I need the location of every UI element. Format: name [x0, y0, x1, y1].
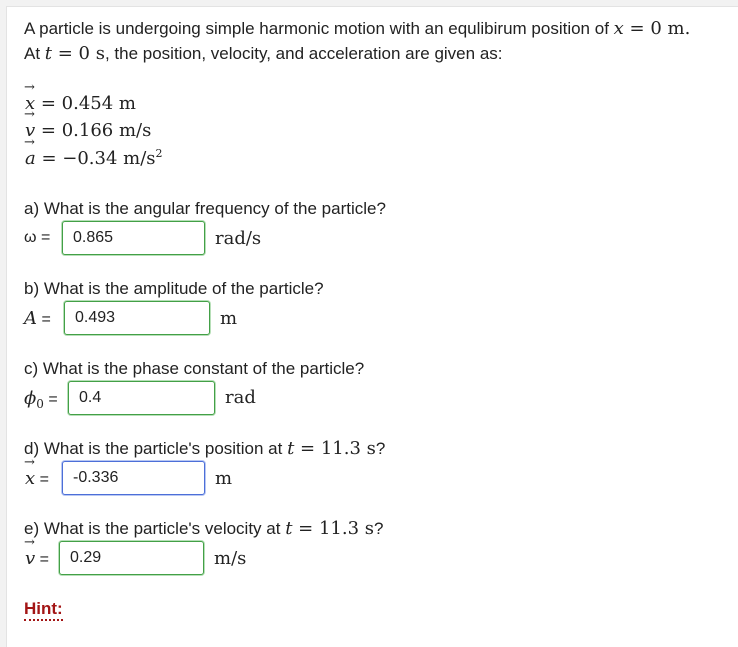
vector-x: → x [25, 93, 35, 114]
question-text: d) What is the particle's position at [24, 439, 288, 458]
symbol-A: A [24, 308, 37, 329]
unit-c: rad [225, 387, 256, 408]
equals: = [35, 551, 49, 568]
given-acceleration-value: = −0.34 m/s [35, 148, 156, 169]
intro-text: , the position, velocity, and acceleration are given as: [104, 44, 503, 63]
answer-b-input[interactable]: 0.493 [64, 301, 210, 335]
question-e [24, 518, 383, 539]
question-mark: ? [375, 439, 386, 458]
time-value: = 11.3 s [294, 438, 376, 459]
var-x: x [613, 18, 624, 39]
var-t: t [287, 438, 295, 459]
hint-toggle[interactable] [24, 599, 63, 619]
equals: = [37, 311, 51, 328]
hint-label[interactable]: Hint: [24, 599, 63, 621]
given-position-value: = 0.454 m [35, 93, 137, 114]
question-text: e) What is the particle's velocity at [24, 519, 286, 538]
answer-a-input[interactable]: 0.865 [62, 221, 205, 255]
unit-b: m [220, 308, 238, 329]
vector-x: → x [25, 468, 35, 489]
symbol-phi: ϕ [24, 388, 37, 409]
time-value: = 11.3 s [292, 518, 374, 539]
question-mark: ? [373, 519, 384, 538]
answer-c-input[interactable]: 0.4 [68, 381, 215, 415]
given-velocity-value: = 0.166 m/s [35, 120, 152, 141]
unit-d: m [215, 468, 233, 489]
question-a: a) What is the angular frequency of the particle? [24, 199, 386, 218]
label-phase [24, 388, 58, 411]
intro-text: At [24, 44, 45, 63]
given-velocity [25, 120, 151, 141]
equals: = [35, 471, 49, 488]
intro-line-1 [24, 18, 690, 39]
var-t: t [44, 43, 53, 64]
subscript: 0 [36, 397, 44, 412]
question-d [24, 438, 385, 459]
question-c: c) What is the phase constant of the particle? [24, 359, 365, 378]
intro-text: A particle is undergoing simple harmonic motion with an equlibirum position of [24, 19, 614, 38]
unit-e: m/s [214, 548, 247, 569]
label-omega: ω = [24, 229, 51, 246]
label-velocity [25, 548, 49, 569]
given-position [25, 93, 136, 114]
given-acceleration [25, 147, 163, 169]
vector-v: → v [25, 120, 35, 141]
vector-v: → v [25, 548, 35, 569]
time-value: = 0 s [52, 43, 105, 64]
equals: = [43, 391, 58, 408]
var-t: t [285, 518, 293, 539]
equilibrium-value: = 0 m. [623, 18, 691, 39]
vector-a: → a [25, 148, 36, 169]
intro-line-2 [24, 43, 503, 64]
unit-a: rad/s [215, 228, 262, 249]
answer-d-input[interactable]: -0.336 [62, 461, 205, 495]
label-position [25, 468, 49, 489]
label-amplitude [24, 308, 51, 329]
exponent: 2 [155, 147, 163, 160]
question-b: b) What is the amplitude of the particle? [24, 279, 324, 298]
answer-e-input[interactable]: 0.29 [59, 541, 204, 575]
